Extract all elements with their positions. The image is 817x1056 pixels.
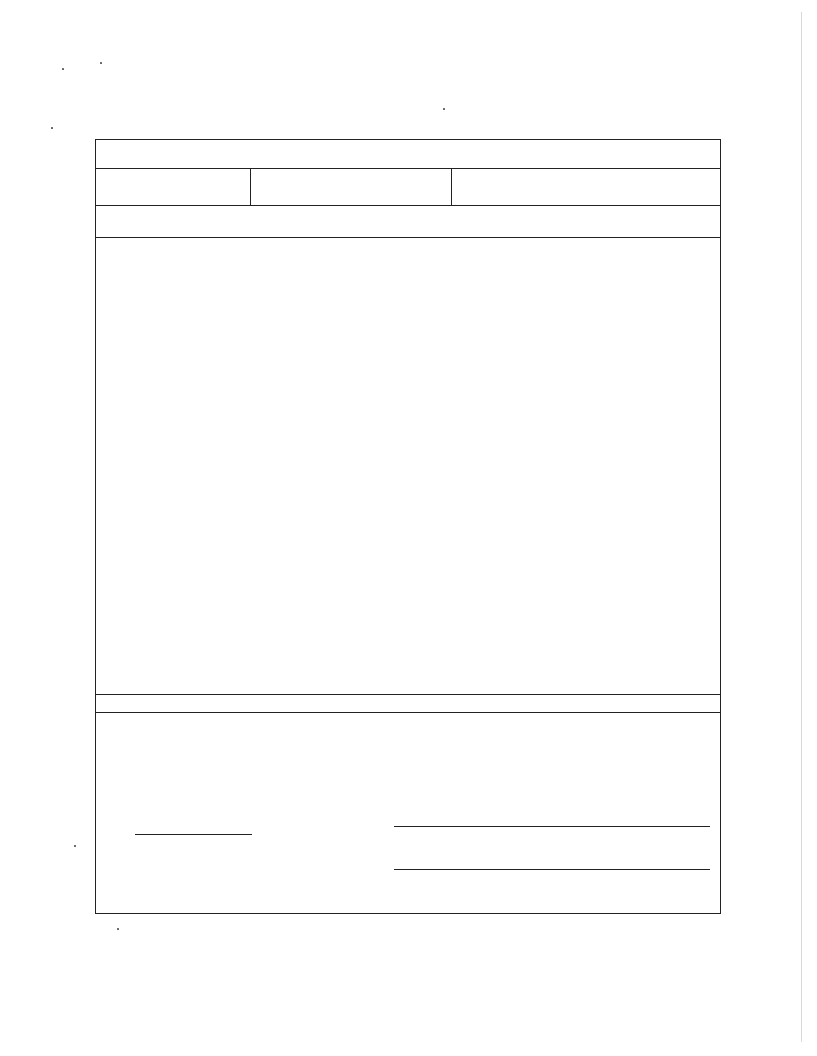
column-divider xyxy=(451,168,452,206)
date-signature-line xyxy=(135,834,252,835)
scan-speck xyxy=(443,108,445,110)
divider xyxy=(96,712,720,713)
divider xyxy=(96,205,720,206)
signature-line xyxy=(394,826,710,827)
scan-edge-line xyxy=(801,12,802,1042)
scan-speck xyxy=(117,928,119,930)
divider xyxy=(96,694,720,695)
column-divider xyxy=(250,168,251,206)
warrant-return-form xyxy=(95,139,721,914)
divider xyxy=(96,237,720,238)
scan-speck xyxy=(74,845,76,847)
scan-speck xyxy=(51,127,53,129)
printed-name-line xyxy=(394,869,710,870)
scan-speck xyxy=(62,68,64,70)
divider xyxy=(96,168,720,169)
scan-speck xyxy=(100,62,102,64)
